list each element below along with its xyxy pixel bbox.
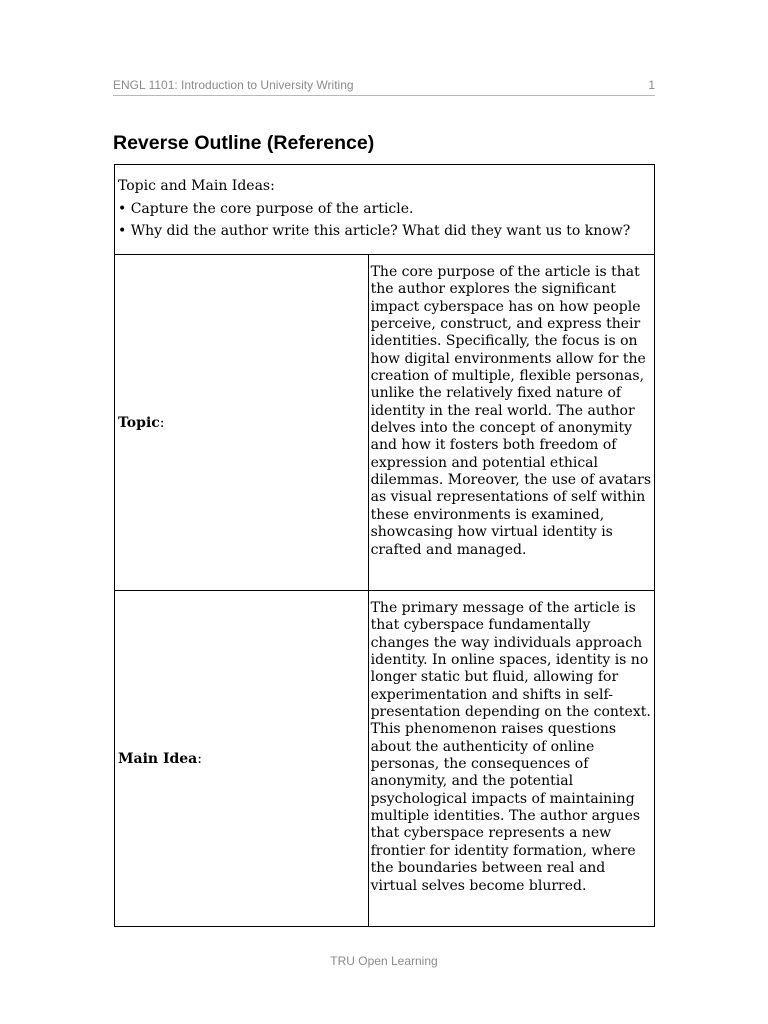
topic-label-colon: :	[159, 414, 165, 431]
page-footer: TRU Open Learning	[330, 954, 438, 968]
course-title: ENGL 1101: Introduction to University Writing	[113, 78, 354, 92]
topic-content: The core purpose of the article is that the author explores the significant impact cyberspace has on how people perceive, construct, and express their identities. Specifically, the focus is on how digital environments allow for the creation of multiple, flexible personas, unlike the relatively fixed nature of identity in the real world. The author delves into the concept of anonymity and how it fosters both freedom of expression and potential ethical dilemmas. Moreover, the use of avatars as visual representations of self within these environments is examined, showcasing how virtual identity is crafted and managed.	[368, 255, 654, 591]
topic-label-cell	[115, 255, 369, 591]
main-idea-content: The primary message of the article is that cyberspace fundamentally changes the way individuals approach identity. In online spaces, identity is no longer static but fluid, allowing for experimentation and shifts in self-presentation depending on the context. This phenomenon raises questions about the authenticity of online personas, the consequences of anonymity, and the potential psychological impacts of maintaining multiple identities. The author argues that cyberspace represents a new frontier for identity formation, where the boundaries between real and virtual selves become blurred.	[368, 591, 654, 927]
intro-bullet-1: • Capture the core purpose of the article.	[118, 200, 414, 217]
intro-heading: Topic and Main Ideas:	[118, 178, 275, 195]
document-title: Reverse Outline (Reference)	[113, 132, 375, 154]
main-idea-row	[115, 591, 655, 927]
topic-label: Topic	[118, 414, 160, 431]
topic-row	[115, 255, 655, 591]
intro-cell	[115, 165, 655, 255]
page-number: 1	[648, 78, 655, 92]
main-idea-label-colon: :	[197, 750, 202, 767]
main-idea-label: Main Idea	[118, 750, 198, 767]
main-idea-label-cell	[115, 591, 369, 927]
intro-row	[115, 165, 655, 255]
page-header	[113, 77, 655, 96]
reverse-outline-table	[114, 164, 655, 927]
intro-bullet-2: • Why did the author write this article? What did they want us to know?	[118, 223, 631, 240]
